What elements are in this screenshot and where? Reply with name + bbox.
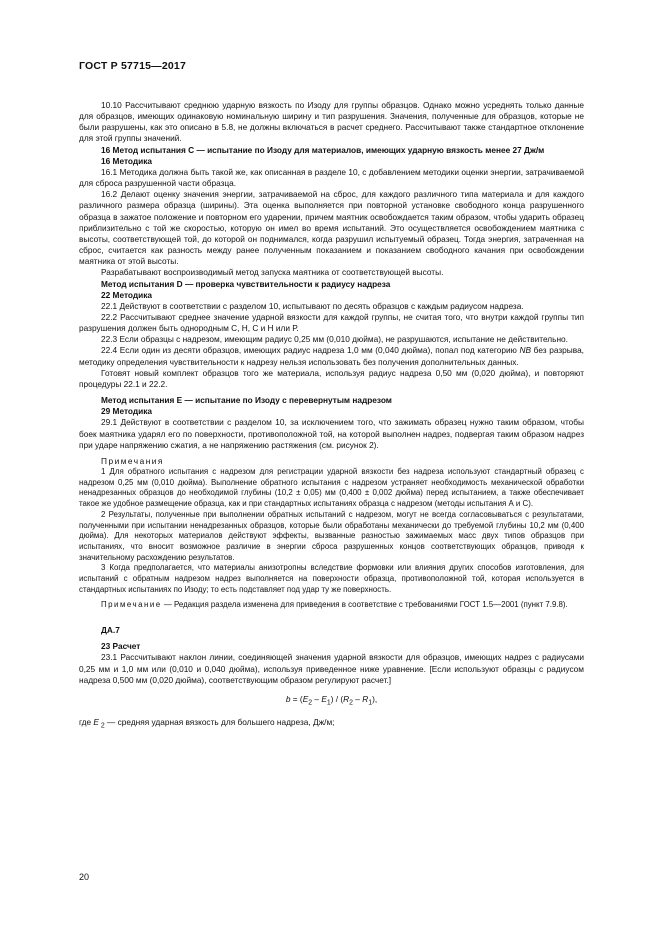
paragraph-22-2: 22.2 Рассчитывают среднее значение ударной вязкости для каждой группы, не считая того, что внутри каждой группы тип разрушения должен быть однородным С, Н, С и Н или Р.	[79, 311, 584, 334]
formula-r2: R	[343, 693, 350, 704]
formula-r2-sub: 2	[349, 699, 353, 707]
paragraph-29-1: 29.1 Действуют в соответствии с разделом 10, за исключением того, что зажимать образец нужно таким образом, чтобы боек маятника ударял его по поверхности, противоположной той, на которой выполнен надрез, подвергая таким образом надрез при ударе напряжению сжатия, а не напряжению растяжения (см. рисунок 2).	[79, 417, 584, 450]
formula-div: ) / (	[330, 693, 344, 704]
formula-b: b	[285, 693, 291, 704]
formula-e2: E	[302, 693, 309, 704]
document-header: ГОСТ Р 57715—2017	[79, 60, 187, 72]
section-heading-method-e: Метод испытания Е — испытание по Изоду с перевернутым надрезом	[101, 395, 392, 406]
slope-formula	[79, 694, 584, 709]
section-heading-16: 16 Метод испытания С — испытание по Изоду для материалов, имеющих ударную вязкость менее 27 Дж/м	[101, 144, 545, 155]
where-var: E	[93, 716, 99, 727]
editorial-note-text: — Редакция раздела изменена для приведения в соответствие с требованиями ГОСТ 1.5—2001 (пункт 7.9.8).	[161, 600, 568, 610]
note-3: 3 Когда предполагается, что материалы анизотропны вследствие формовки или влияния других способов изготовления, для испытаний с обратным надрезом надрез выполняется на поверхности образца, противоположной той, которая используется в стандартных испытаниях по Изоду; то есть подставляет под удар ту же поверхность.	[79, 563, 584, 594]
paragraph-22-4-start: 22.4 Если один из десяти образцов, имеющих радиус надреза 1,0 мм (0,040 дюйма), попал под категорию	[101, 345, 520, 356]
where-label: где	[79, 716, 94, 727]
formula-r1: R	[362, 693, 369, 704]
formula-minus-1: –	[312, 693, 322, 704]
editorial-note-label: Примечание	[101, 600, 162, 610]
page-number: 20	[79, 872, 90, 882]
paragraph-22-1: 22.1 Действуют в соответствии с разделом 10, испытывают по десять образцов с каждым радиусом надреза.	[101, 300, 524, 311]
formula-e1-sub: 1	[326, 699, 331, 707]
note-2: 2 Результаты, полученные при выполнении обратных испытаний с надрезом, могут не всегда согласовываться с результатами, полученными при испытании ненадрезанных образцов, которые были обработаны механически до требуемой глубины 10,2 мм (0,400 дюйма). Для некоторых материалов действуют эффекты, вызванные разностью зажимаемых масс двух типов образцов при испытаниях, что вносит возможное различие в энергии сброса разрушенных концов соответствующих образцов, приводя к значительному расхождению результатов.	[79, 509, 584, 562]
where-text: — средняя ударная вязкость для большего надреза, Дж/м;	[104, 716, 335, 727]
paragraph-16-1: 16.1 Методика должна быть такой же, как описанная в разделе 10, с добавлением методики оценки энергии, затрачиваемой для сброса разрушенной части образца.	[79, 166, 584, 189]
subsection-heading-23: 23 Расчет	[101, 641, 141, 652]
note-1: 1 Для обратного испытания с надрезом для регистрации ударной вязкости без надреза используют стандартный образец с надрезом 0,25 мм (0,010 дюйма). Выполнение обратного испытания с надрезом устраняет необходимость механической обработки ненадрезанных образцов до необходимой глубины (10,2 ± 0,05) мм (0,400 ± 0,002 дюйма) перед испытанием, а также обеспечивает такое же удобное размещение образца, как и при стандартных испытаниях образца с надрезом (методы испытания А и С).	[79, 467, 584, 509]
document-body	[79, 100, 584, 732]
formula-eq: = (	[290, 693, 303, 704]
nb-term: NB	[519, 345, 532, 356]
subsection-heading-methodology: 16 Методика	[101, 155, 152, 166]
section-heading-method-d: Метод испытания D — проверка чувствительности к радиусу надреза	[101, 278, 391, 289]
paragraph-10-10: 10.10 Рассчитывают среднюю ударную вязкость по Изоду для группы образцов. Однако можно усреднять только данные для образцов, имеющих одинаковую номинальную ширину и тип разрушения. Значения, полученные для образцов, которые не были разрушены, как это описано в 5.8, не должны включаться в расчет среднего. Рассчитывают также стандартное отклонение для этой группы значений.	[79, 100, 584, 144]
paragraph-22-3: 22.3 Если образцы с надрезом, имеющим радиус 0,25 мм (0,010 дюйма), не разрушаются, испытание не действительно.	[101, 334, 568, 345]
paragraph-22-4-end: без разрыва, методику определения чувствительности к надрезу нельзя использовать без получения дополнительных данных.	[79, 345, 584, 367]
paragraph-23-1: 23.1 Рассчитывают наклон линии, соединяющей значения ударной вязкости для образцов, имеющих надрез с радиусами 0,25 мм и 1,0 мм или (0,010 и 0,040 дюйма), используя приведенное ниже уравнение. [Если используют образцы с радиусом надреза 0,500 мм (0,020 дюйма), соответствующим образом регулируют расчет.]	[79, 652, 584, 685]
appendix-heading-da7: ДА.7	[101, 625, 120, 636]
subsection-heading-22: 22 Методика	[101, 289, 152, 300]
formula-end: ),	[372, 693, 378, 704]
paragraph-pendulum-method: Разрабатывают воспроизводимый метод запуска маятника от соответствующей высоты.	[101, 267, 444, 278]
formula-e1: E	[321, 693, 327, 704]
formula-minus-2: –	[353, 693, 363, 704]
formula-r1-sub: 1	[368, 699, 373, 707]
where-sub: 2	[98, 722, 105, 730]
formula-where-line	[79, 717, 584, 732]
formula-e2-sub: 2	[308, 699, 313, 707]
paragraph-16-2: 16.2 Делают оценку значения энергии, затрачиваемой на сброс, для каждого различного типа материала и для каждого различного размера образца (ширины). Эта оценка выполняется при повторной установке свободного конца разрушенного образца в зажатое положение и повторном его ударении, причем маятник освобождается таким образом, чтобы ударить образец приблизительно с той же скоростью, которую он имел во время испытаний. Это осуществляется освобождением маятника с высоты, соответствующей той, до которой он поднимался, когда разрушил испытуемый образец. Тогда энергия, затраченная на сброс, считается как разность между ранее полученным показанием и показанием свободного качания при освобождении маятника от этой высоты.	[79, 189, 584, 267]
paragraph-22-4	[79, 345, 584, 367]
paragraph-new-specimens: Готовят новый комплект образцов того же материала, используя радиус надреза 0,50 мм (0,020 дюйма), и повторяют процедуры 22.1 и 22.2.	[79, 367, 584, 389]
editorial-note	[79, 600, 584, 611]
subsection-heading-29: 29 Методика	[101, 406, 152, 417]
notes-title: Примечания	[101, 455, 164, 466]
